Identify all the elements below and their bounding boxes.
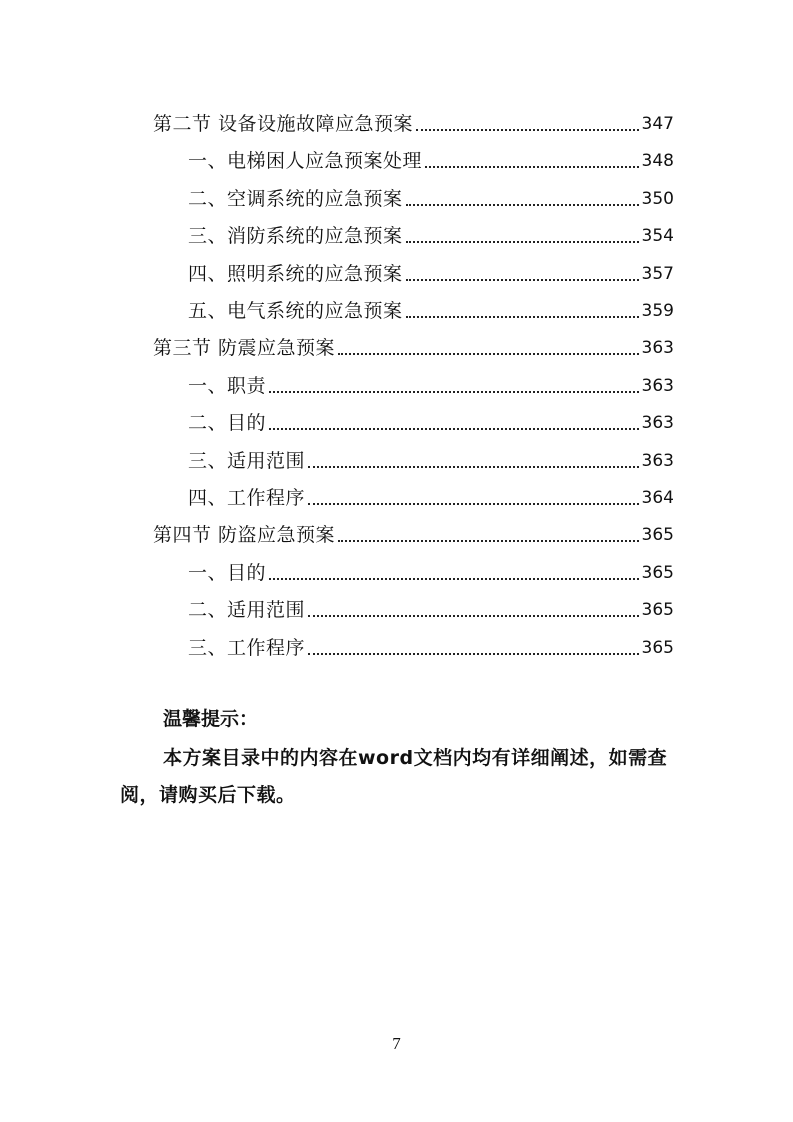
toc-entry[interactable] <box>188 555 674 585</box>
toc-entry-page: 365 <box>641 525 674 546</box>
toc-entry[interactable] <box>188 630 674 660</box>
toc-dot-leader <box>406 240 639 243</box>
toc-entry[interactable] <box>188 256 674 286</box>
toc-entry-page: 363 <box>641 338 674 359</box>
toc-entry[interactable] <box>188 405 674 435</box>
toc-entry-page: 363 <box>641 413 674 434</box>
toc-entry-page: 363 <box>641 375 674 396</box>
toc-entry-page: 365 <box>641 600 674 621</box>
tip-heading: 温馨提示： <box>163 708 259 730</box>
toc-entry-page: 365 <box>641 562 674 583</box>
toc-dot-leader <box>416 128 639 131</box>
toc-entry[interactable] <box>188 368 674 398</box>
toc-entry-title: 一、电梯困人应急预案处理 <box>188 150 423 173</box>
page-number: 7 <box>392 1034 401 1053</box>
toc-dot-leader <box>425 165 639 168</box>
toc-entry[interactable] <box>188 143 674 173</box>
toc-entry-title: 二、适用范围 <box>188 599 306 622</box>
toc-entry-title: 一、目的 <box>188 561 267 584</box>
toc-entry-page: 350 <box>641 188 674 209</box>
toc-entry-page: 359 <box>641 301 674 321</box>
toc-dot-leader <box>406 278 639 281</box>
toc-dot-leader <box>269 390 639 393</box>
toc-dot-leader <box>308 652 639 655</box>
toc-entry-title: 三、消防系统的应急预案 <box>188 225 403 248</box>
toc-entry-title: 四、照明系统的应急预案 <box>188 262 403 285</box>
toc-entry-page: 348 <box>641 151 674 172</box>
toc-entry-page: 347 <box>641 114 674 134</box>
toc-entry-title: 二、空调系统的应急预案 <box>188 187 403 210</box>
toc-entry-title: 五、电气系统的应急预案 <box>188 300 403 322</box>
toc-entry[interactable] <box>188 443 674 473</box>
toc-entry-title: 第二节 设备设施故障应急预案 <box>153 113 414 135</box>
toc-entry[interactable] <box>153 517 674 547</box>
toc-entry-title: 三、适用范围 <box>188 449 306 472</box>
toc-entry-page: 357 <box>641 263 674 284</box>
toc-entry[interactable] <box>188 592 674 622</box>
toc-entry-title: 第四节 防盗应急预案 <box>153 524 336 547</box>
toc-entry-title: 第三节 防震应急预案 <box>153 337 336 360</box>
toc-entry[interactable] <box>188 480 674 510</box>
toc-dot-leader <box>269 427 639 430</box>
toc-entry-page: 364 <box>641 488 674 508</box>
toc-dot-leader <box>338 539 639 542</box>
toc-entry[interactable] <box>188 293 674 323</box>
toc-dot-leader <box>338 352 639 355</box>
toc-dot-leader <box>308 502 639 505</box>
toc-entry-title: 一、职责 <box>188 374 267 397</box>
toc-entry[interactable] <box>188 181 674 211</box>
toc-entry-title: 二、目的 <box>188 412 267 435</box>
toc-dot-leader <box>269 577 639 580</box>
toc-entry-title: 三、工作程序 <box>188 636 306 659</box>
toc-entry[interactable] <box>153 106 674 136</box>
toc-entry-page: 354 <box>641 226 674 247</box>
toc-entry-title: 四、工作程序 <box>188 487 306 509</box>
toc-entry[interactable] <box>153 330 674 360</box>
toc-entry-page: 365 <box>641 637 674 658</box>
toc-dot-leader <box>406 315 639 318</box>
tip-body: 本方案目录中的内容在word文档内均有详细阐述，如需查阅，请购买后下载。 <box>120 747 668 806</box>
toc-dot-leader <box>308 614 639 617</box>
toc-entry-page: 363 <box>641 450 674 471</box>
toc-dot-leader <box>406 203 639 206</box>
toc-entry[interactable] <box>188 218 674 248</box>
toc-dot-leader <box>308 465 639 468</box>
